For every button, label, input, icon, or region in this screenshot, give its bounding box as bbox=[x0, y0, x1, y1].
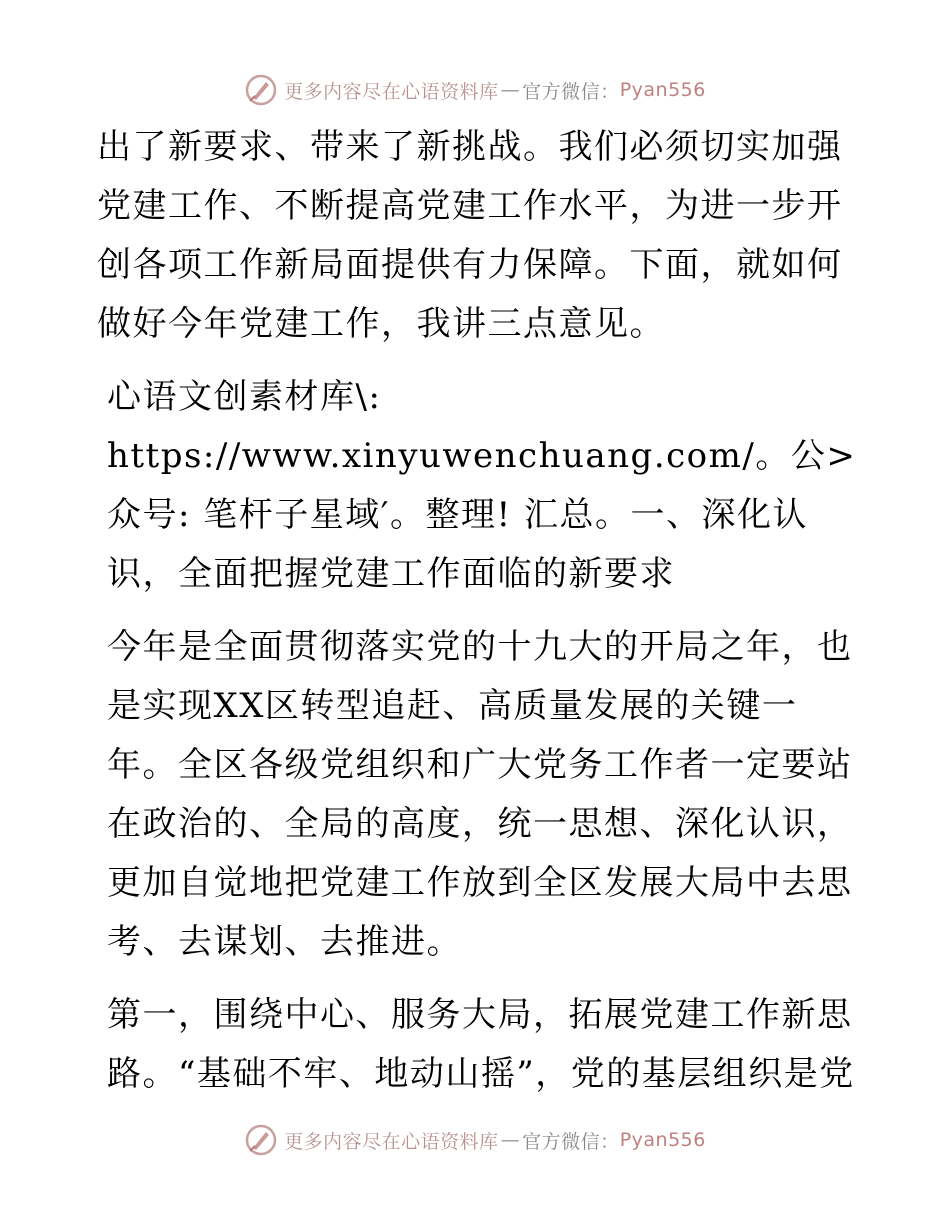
banner-text: 更多内容尽在心语资料库 bbox=[284, 1130, 499, 1153]
banner-text: 更多内容尽在心语资料库 bbox=[284, 80, 499, 103]
paragraph-4: 第一，围绕中心、服务大局，拓展党建工作新思路。“基础不牢、地动山摇”，党的基层组织是党 bbox=[107, 995, 855, 1094]
paragraph-1: 出了新要求、带来了新挑战。我们必须切实加强党建工作、不断提高党建工作水平，为进一步开创各项工作新局面提供有力保障。下面，就如何做好今年党建工作，我讲三点意见。 bbox=[97, 127, 843, 344]
paragraph-3: 今年是全面贯彻落实党的十九大的开局之年，也是实现XX区转型追赶、高质量发展的关键一年。全区各级党组织和广大党务工作者一定要站在政治的、全局的高度，统一思想、深化认识，更加自觉地把党建工作放到全区发展大局中去思考、去谋划、去推进。 bbox=[107, 627, 853, 962]
wechat-id: Pyan556 bbox=[619, 1129, 706, 1151]
wechat-label: 官方微信： bbox=[522, 1130, 620, 1153]
header-watermark-banner bbox=[0, 70, 950, 110]
banner-dash: — bbox=[500, 79, 521, 101]
footer-watermark-banner bbox=[0, 1120, 950, 1160]
wechat-label: 官方微信： bbox=[522, 80, 620, 103]
paragraph-2: 心语文创素材库\: https://www.xinyuwenchuang.com/。公>众号: 笔杆子星域′。整理! 汇总。一、深化认识，全面把握党建工作面临的新要求 bbox=[107, 377, 857, 594]
document-body bbox=[97, 118, 857, 1104]
wechat-id: Pyan556 bbox=[619, 79, 706, 101]
quill-pen-icon bbox=[244, 73, 278, 107]
quill-pen-icon bbox=[244, 1123, 278, 1157]
banner-dash: — bbox=[500, 1129, 521, 1151]
